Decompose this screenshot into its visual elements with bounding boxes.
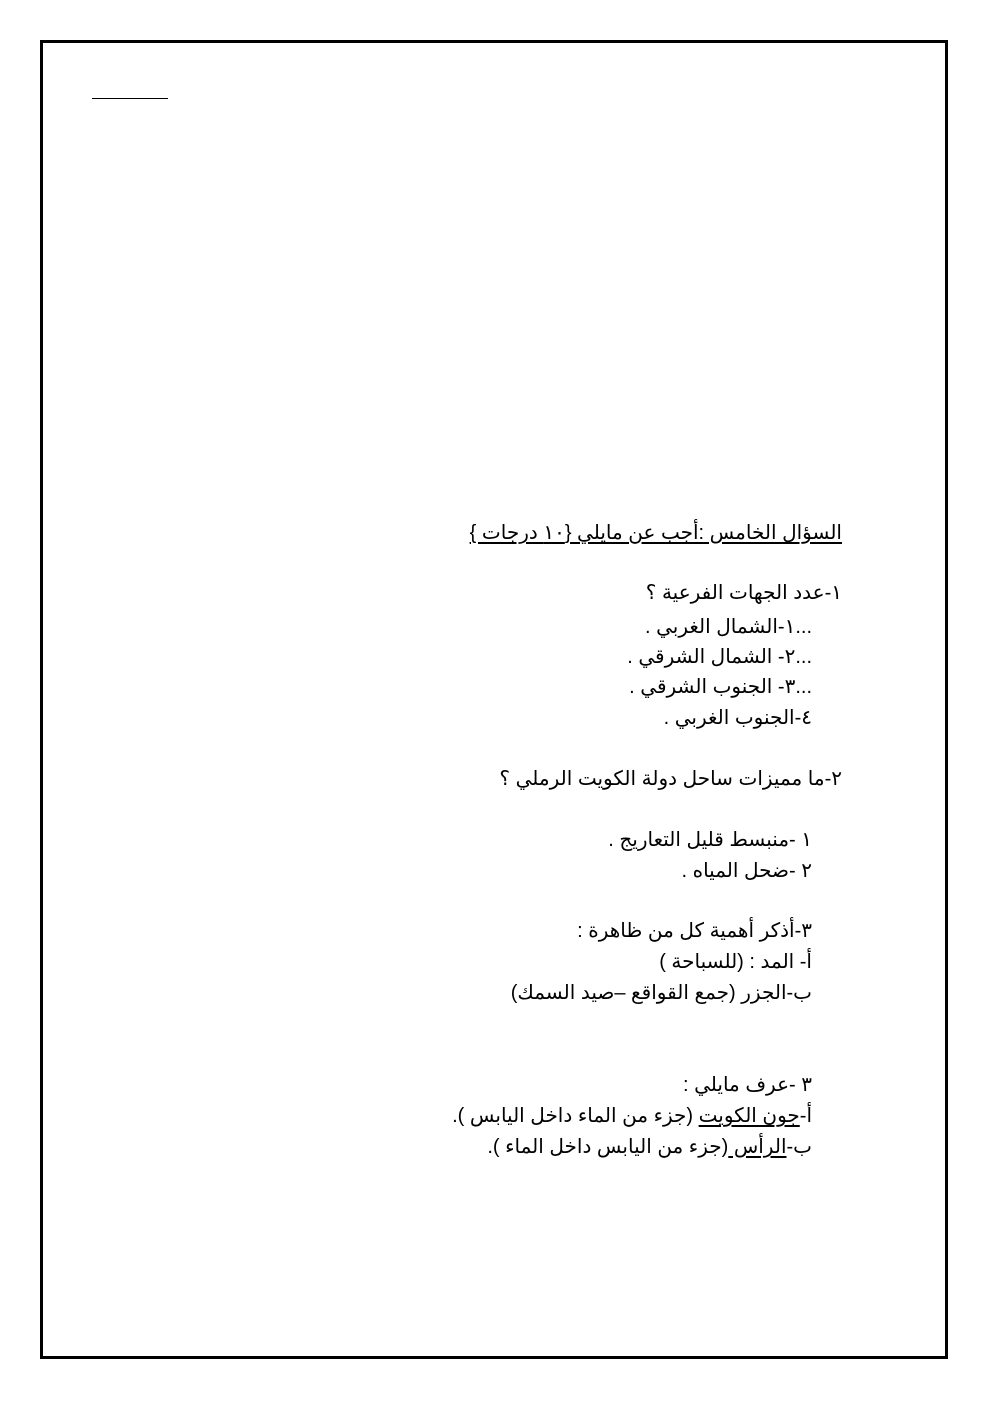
q4-item-b: [487, 1133, 812, 1161]
q4-item-b-definition: (جزء من اليابس داخل الماء ).: [487, 1136, 729, 1158]
q4-title: ٣ -عرف مايلي :: [682, 1074, 812, 1096]
q4-item-a-definition: (جزء من الماء داخل اليابس ).: [452, 1105, 699, 1127]
q4-item-a-term: جون الكويت: [698, 1105, 800, 1127]
q2-item: ١ -منبسط قليل التعاريج .: [608, 829, 812, 851]
q4-item-a-prefix: أ-: [799, 1105, 812, 1127]
q1-item: ...٢- الشمال الشرقي .: [627, 646, 812, 668]
q4-item-b-term: الرأس: [728, 1136, 787, 1158]
q2-item: ٢ -ضحل المياه .: [681, 860, 812, 882]
q1-item: ٤-الجنوب الغربي .: [663, 707, 812, 729]
q2-title: ٢-ما مميزات ساحل دولة الكويت الرملي ؟: [499, 768, 842, 790]
q1-item: ...١-الشمال الغربي .: [644, 616, 812, 638]
q3-title: ٣-أذكر أهمية كل من ظاهرة :: [577, 920, 812, 942]
q1-item: ...٣- الجنوب الشرقي .: [629, 676, 812, 698]
q3-item: أ- المد : (للسباحة ): [659, 951, 812, 973]
q4-item-a: [452, 1102, 812, 1130]
q4-item-b-prefix: ب-: [786, 1136, 812, 1158]
name-blank-line: [92, 98, 168, 99]
question-heading: السؤال الخامس :أجب عن مايلي {١٠ درجات }: [469, 522, 842, 544]
q1-title: ١-عدد الجهات الفرعية ؟: [645, 582, 842, 604]
q3-item: ب-الجزر (جمع القواقع –صيد السمك): [510, 982, 812, 1004]
